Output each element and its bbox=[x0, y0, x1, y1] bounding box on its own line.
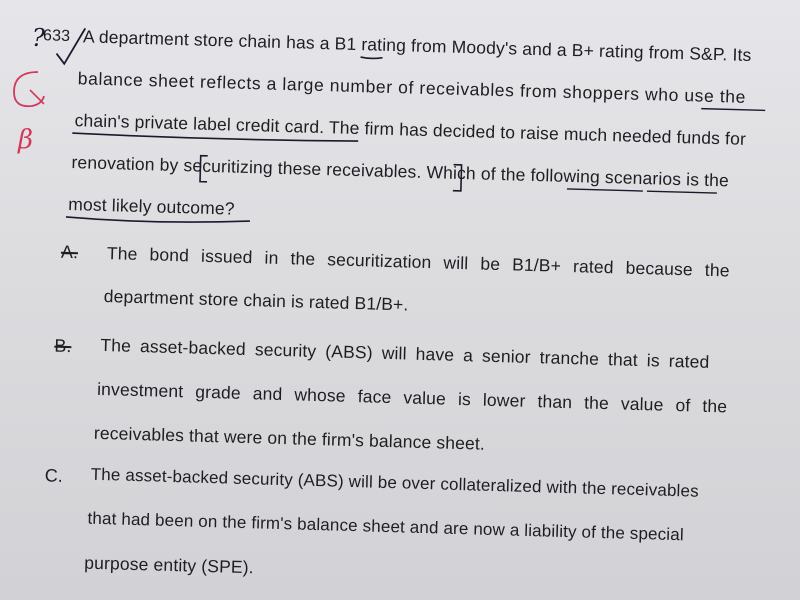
question-line-5: most likely outcome? bbox=[68, 193, 235, 219]
underline-following bbox=[567, 189, 643, 191]
option-b-line-1: The asset-backed security (ABS) will have a senior tranche that is rated bbox=[100, 334, 710, 372]
option-a-letter: A. bbox=[60, 241, 79, 263]
option-a-line-1: The bond issued in the securitization will be B1/B+ rated because the bbox=[106, 243, 730, 281]
beta-annotation: β bbox=[18, 125, 34, 155]
option-b-line-3: receivables that were on the firm's balance sheet. bbox=[93, 422, 486, 454]
question-mark-annotation: ? bbox=[32, 24, 45, 52]
question-line-1: A department store chain has a B1 rating from Moody's and a B+ rating from S&P. Its bbox=[82, 26, 752, 65]
option-b-line-2: investment grade and whose face value is lower than the value of the bbox=[96, 378, 728, 417]
underline-b1 bbox=[361, 57, 383, 59]
option-c-line-3: purpose entity (SPE). bbox=[84, 552, 255, 578]
question-line-4: renovation by securitizing these receivables. Which of the following scenarios is the bbox=[71, 152, 730, 191]
question-number: 633 bbox=[42, 27, 71, 45]
option-c-letter: C. bbox=[44, 465, 64, 486]
question-line-2: balance sheet reflects a large number of receivables from shoppers who use the bbox=[77, 68, 747, 107]
option-c-line-1: The asset-backed security (ABS) will be over collateralized with the receivables bbox=[90, 464, 700, 501]
option-b-letter: B. bbox=[54, 335, 72, 357]
underline-use-the bbox=[701, 109, 765, 111]
question-line-3: chain's private label credit card. The firm has decided to raise much needed funds for bbox=[74, 110, 747, 149]
option-a-line-2: department store chain is rated B1/B+. bbox=[103, 286, 409, 315]
underline-scenarios bbox=[647, 191, 717, 193]
option-c-line-2: that had been on the firm's balance sheet and are now a liability of the special bbox=[87, 508, 685, 545]
